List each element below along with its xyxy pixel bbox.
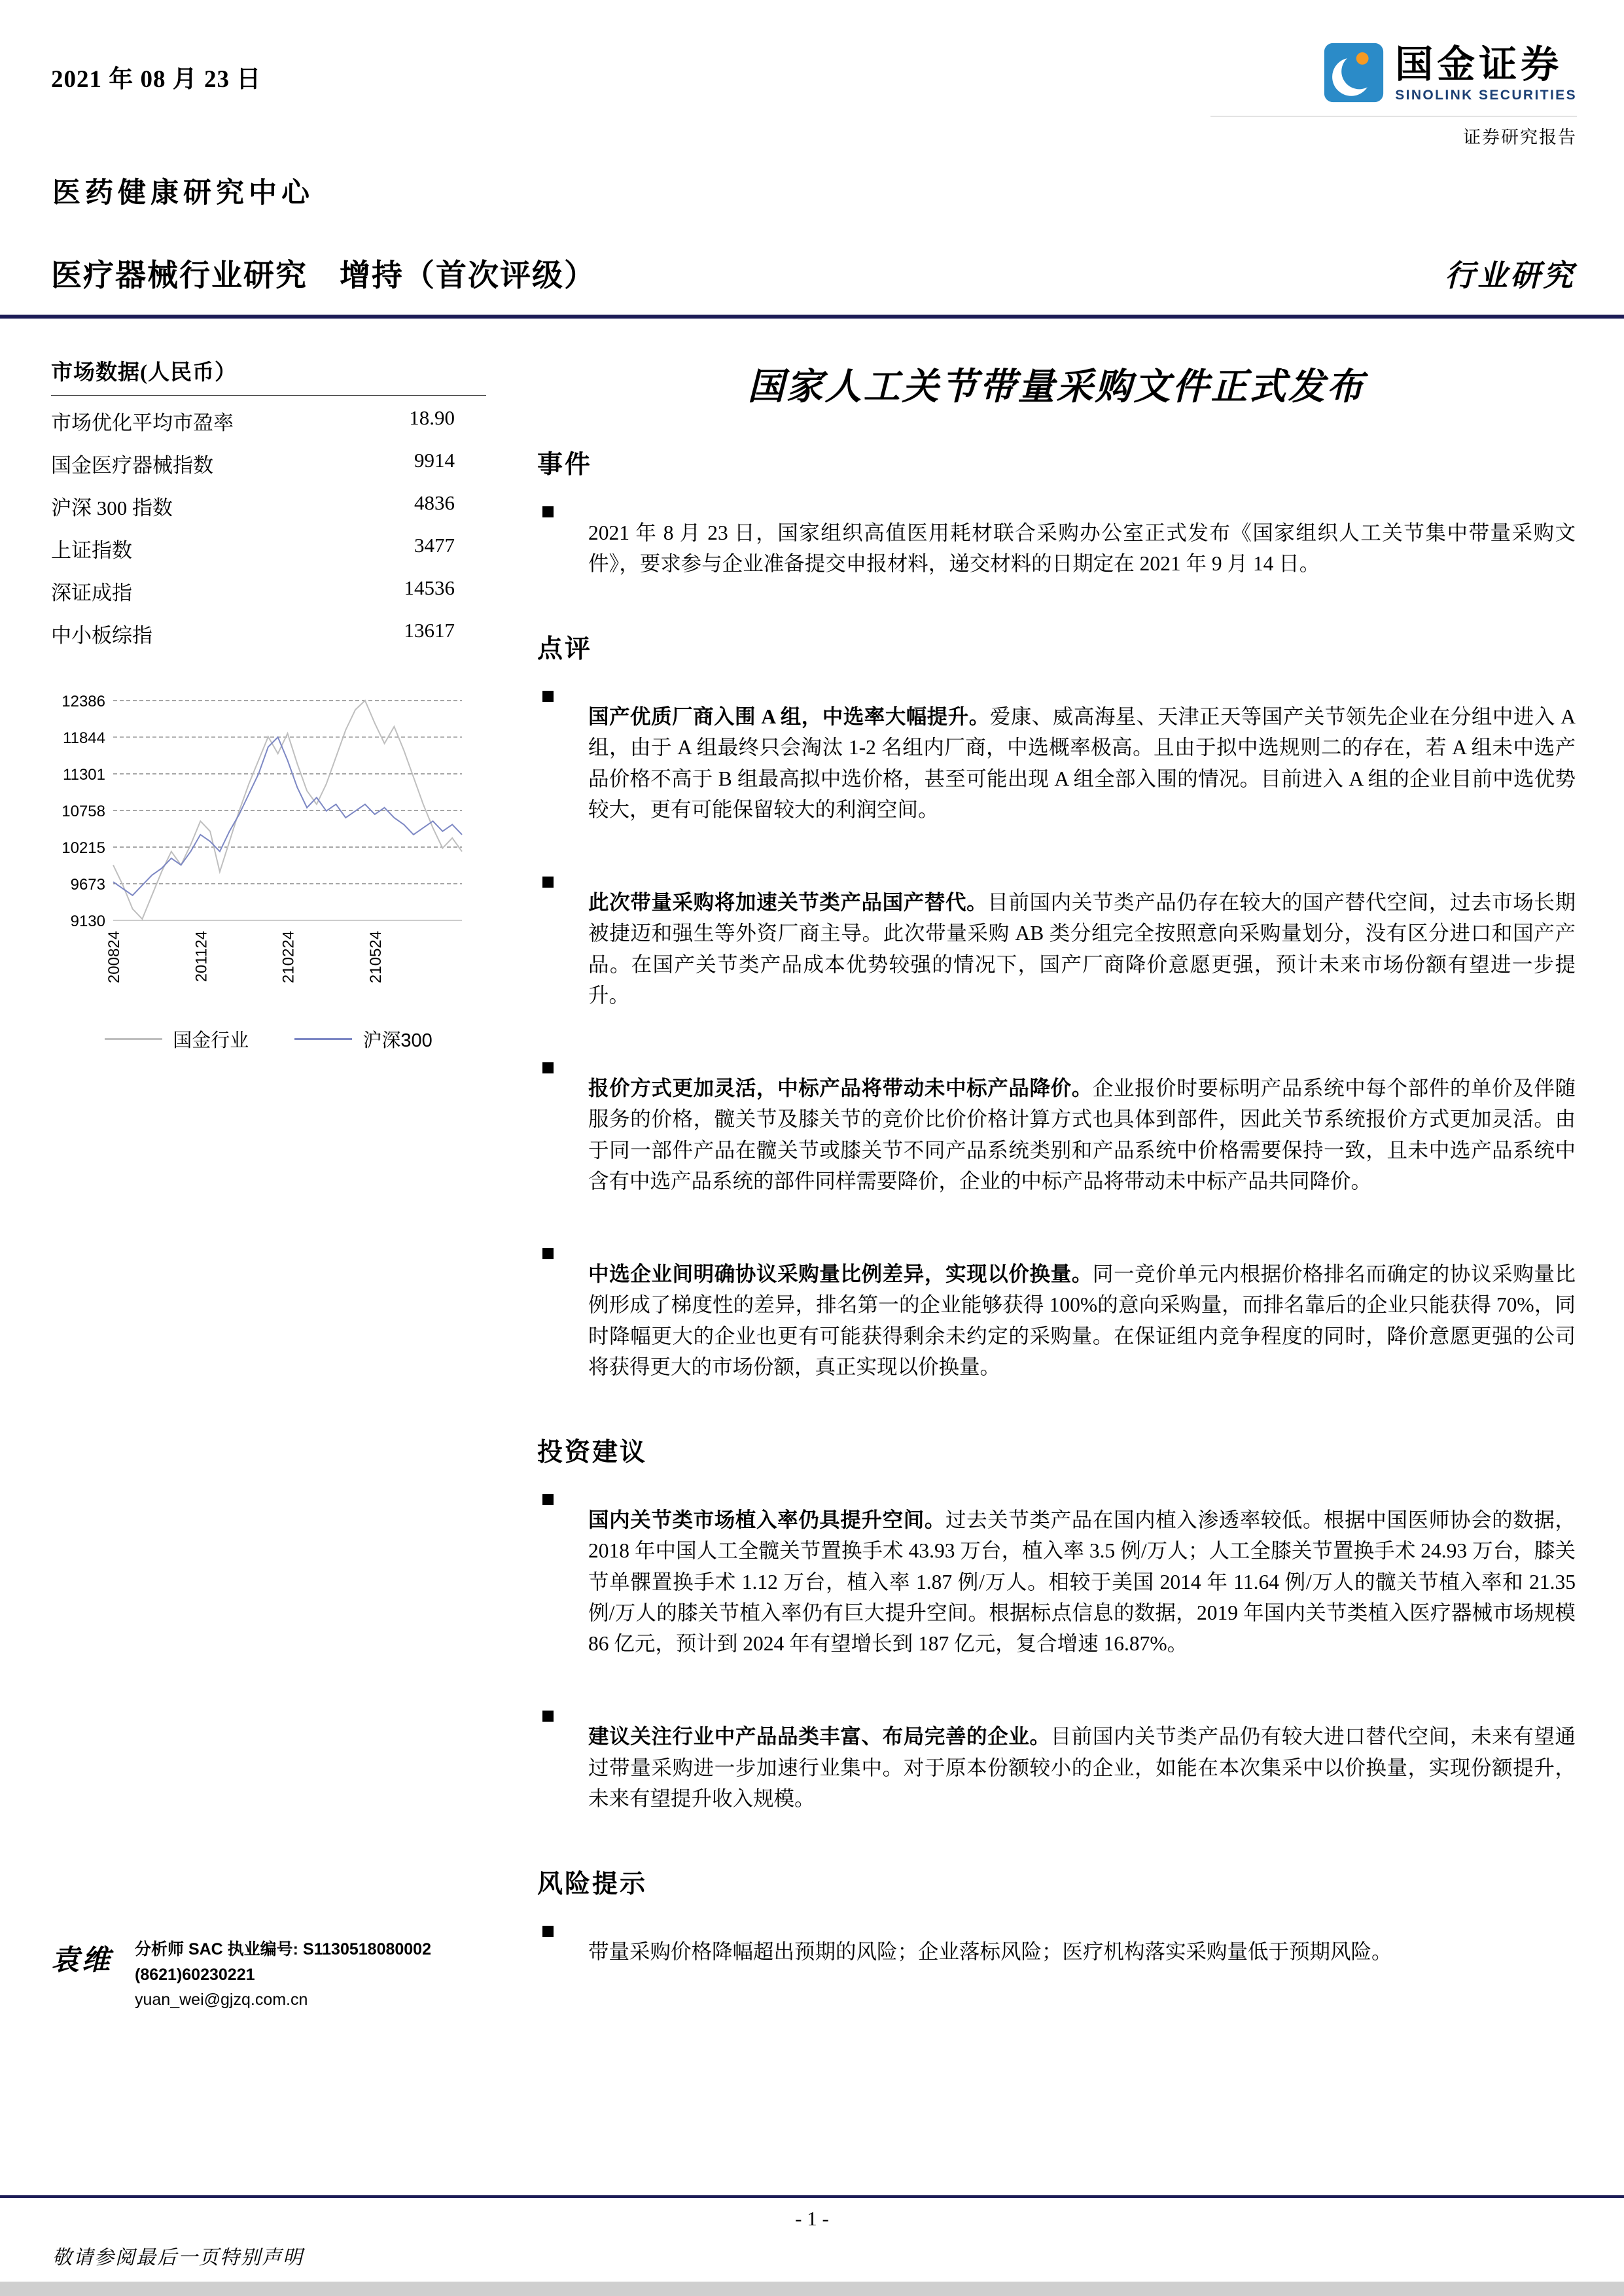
svg-text:9130: 9130 [70, 913, 105, 930]
chart-legend [51, 1026, 486, 1052]
market-data-label: 上证指数 [51, 539, 132, 562]
paragraph-bullet [537, 1916, 1576, 1988]
brand-logo-row [1210, 42, 1577, 107]
market-data-value: 13617 [404, 619, 455, 642]
page-edge [0, 2282, 1624, 2296]
paragraph-text: 中选企业间明确协议采购量比例差异，实现以价换量。同一竞价单元内根据价格排名而确定的协议采购量比例形成了梯度性的差异，排名第一的企业能够获得 100%的意向采购量，而排名靠后的企业只能获得 70%，同时降幅更大的企业也更有可能获得剩余未约定的采购量。在保证组内竞争程度的同时，降价意愿更强的公司将获得更大的市场份额，真正实现以价换量。 [588, 1262, 1576, 1378]
page-footer [0, 2195, 1624, 2296]
report-type-label: 证券研究报告 [1463, 128, 1577, 147]
paragraph-text: 此次带量采购将加速关节类产品国产替代。目前国内关节类产品仍存在较大的国产替代空间，过去市场长期被捷迈和强生等外资厂商主导。此次带量采购 AB 类分组完全按照意向采购量划分，没有区分进口和国产产品。在国产关节类产品成本优势较强的情况下，国产厂商降价意愿更强，预计未来市场份额有望进一步提升。 [588, 891, 1576, 1007]
svg-text:210224: 210224 [279, 931, 298, 984]
paragraph-text: 国产优质厂商入围 A 组，中选率大幅提升。爱康、威高海星、天津正天等国产关节领先企业在分组中进入 A 组，由于 A 组最终只会淘汰 1-2 名组内厂商，中选概率极高。且由于拟中选规则二的存在，若 A 组未中选产品价格不高于 B 组最高拟中选价格，甚至可能出现 A 组全部入围的情况。目前进入 A 组的企业目前中选优势较大，更有可能保留较大的利润空间。 [588, 705, 1576, 821]
industry-report-title: 医疗器械行业研究 增持（首次评级） [51, 259, 596, 293]
svg-text:200824: 200824 [105, 931, 123, 984]
market-data-label: 深证成指 [51, 582, 132, 604]
legend-item [105, 1026, 249, 1052]
svg-text:12386: 12386 [62, 693, 105, 710]
paragraph-bullet [537, 1238, 1576, 1403]
svg-text:10758: 10758 [62, 803, 105, 820]
page-number: - 1 - [795, 2207, 829, 2230]
bullet-icon [537, 681, 588, 846]
bullet-icon [537, 1484, 588, 1680]
analyst-block [51, 1937, 486, 2017]
footer-rule [0, 2195, 1624, 2198]
sinolink-logo-icon [1323, 42, 1385, 107]
table-row [51, 442, 455, 485]
table-row [51, 612, 455, 655]
table-row [51, 527, 455, 570]
paragraph-bullet [537, 1701, 1576, 1835]
legend-label: 国金行业 [173, 1030, 249, 1051]
analyst-details [135, 1937, 431, 2013]
section-heading-investment: 投资建议 [537, 1438, 648, 1467]
brand-name-cn: 国金证券 [1395, 43, 1563, 86]
title-bar [0, 211, 1624, 315]
analyst-email: yuan_wei@gjzq.com.cn [135, 1991, 308, 2009]
market-data-value: 3477 [414, 534, 455, 557]
market-data-label: 沪深 300 指数 [51, 496, 173, 519]
market-data-table [51, 400, 486, 655]
market-data-label: 中小板综指 [51, 624, 152, 647]
content-columns [0, 319, 1624, 2017]
bullet-icon [537, 1916, 588, 1988]
analyst-phone: (8621)60230221 [135, 1965, 255, 1984]
page-title: 国家人工关节带量采购文件正式发布 [747, 367, 1366, 408]
table-row [51, 570, 455, 612]
svg-text:11844: 11844 [63, 729, 105, 747]
paragraph-bullet [537, 681, 1576, 846]
report-date: 2021 年 08 月 23 日 [51, 66, 262, 93]
paragraph-bullet [537, 1052, 1576, 1217]
paragraph-bullet [537, 867, 1576, 1032]
footer-disclaimer: 敬请参阅最后一页特别声明 [52, 2247, 304, 2269]
price-chart-svg [51, 691, 470, 1005]
section-heading-risk: 风险提示 [537, 1870, 648, 1898]
analyst-name: 袁维 [51, 1945, 113, 1976]
svg-text:210524: 210524 [366, 931, 385, 984]
table-row [51, 400, 455, 442]
legend-line-icon [294, 1038, 352, 1040]
paragraph-text: 国内关节类市场植入率仍具提升空间。过去关节类产品在国内植入渗透率较低。根据中国医师协会的数据，2018 年中国人工全髋关节置换手术 43.93 万台，植入率 3.5 例/万人；人工全膝关节置换手术 24.93 万台，膝关节单髁置换手术 1.12 万台，植入率 1.87 例/万人。相较于美国 2014 年 11.64 例/万人的髋关节植入率和 21.35 例/万人的膝关节植入率仍有巨大提升空间。根据标点信息的数据，2019 年国内关节类植入医疗器械市场规模 86 亿元，预计到 2024 年有望增长到 187 亿元，复合增速 16.87%。 [588, 1508, 1576, 1655]
market-data-value: 4836 [414, 491, 455, 514]
market-data-label: 市场优化平均市盈率 [51, 411, 234, 434]
report-category: 行业研究 [1445, 259, 1576, 292]
svg-text:201124: 201124 [192, 931, 211, 983]
legend-label: 沪深300 [362, 1030, 432, 1051]
bullet-icon [537, 1701, 588, 1835]
price-chart [51, 691, 486, 1052]
legend-line-icon [105, 1038, 162, 1040]
paragraph-bullet [537, 1484, 1576, 1680]
market-data-title: 市场数据(人民币） [51, 355, 486, 396]
paragraph-text: 2021 年 8 月 23 日，国家组织高值医用耗材联合采购办公室正式发布《国家组织人工关节集中带量采购文件》，要求参与企业准备提交申报材料，递交材料的日期定在 2021 年 9 月 14 日。 [588, 521, 1576, 575]
legend-item [294, 1026, 432, 1052]
section-heading-comment: 点评 [537, 635, 593, 663]
analyst-cert: 分析师 SAC 执业编号: S1130518080002 [135, 1939, 431, 1958]
page-header [0, 0, 1624, 148]
bullet-icon [537, 496, 588, 600]
brand-name-en: SINOLINK SECURITIES [1395, 87, 1577, 103]
research-center-name: 医药健康研究中心 [52, 178, 314, 209]
svg-text:9673: 9673 [70, 876, 105, 894]
market-data-label: 国金医疗器械指数 [51, 454, 213, 477]
table-row [51, 485, 455, 527]
paragraph-text: 报价方式更加灵活，中标产品将带动未中标产品降价。企业报价时要标明产品系统中每个部件的单价及伴随服务的价格，髋关节及膝关节的竞价比价价格计算方式也具体到部件，因此关节系统报价方式更加灵活。由于同一部件产品在髋关节或膝关节不同产品系统类别和产品系统中价格需要保持一致，且未中选产品系统中含有中选产品系统的部件同样需要降价，企业的中标产品将带动未中标产品共同降价。 [588, 1077, 1576, 1192]
sidebar [51, 355, 486, 2017]
brand-block [1210, 42, 1577, 148]
market-data-value: 14536 [404, 576, 455, 599]
market-data-value: 18.90 [409, 406, 455, 429]
section-heading-event: 事件 [537, 451, 593, 479]
paragraph-bullet [537, 496, 1576, 600]
paragraph-text: 带量采购价格降幅超出预期的风险；企业落标风险；医疗机构落实采购量低于预期风险。 [588, 1940, 1392, 1963]
report-body [537, 355, 1576, 2017]
market-data-value: 9914 [414, 449, 455, 472]
bullet-icon [537, 867, 588, 1032]
paragraph-text: 建议关注行业中产品品类丰富、布局完善的企业。目前国内关节类产品仍有较大进口替代空间，未来有望通过带量采购进一步加速行业集中。对于原本份额较小的企业，如能在本次集采中以价换量，实现份额提升，未来有望提升收入规模。 [588, 1725, 1576, 1810]
bullet-icon [537, 1052, 588, 1217]
market-data-block [51, 355, 486, 655]
svg-text:10215: 10215 [62, 839, 105, 857]
svg-text:11301: 11301 [63, 766, 105, 784]
bullet-icon [537, 1238, 588, 1403]
